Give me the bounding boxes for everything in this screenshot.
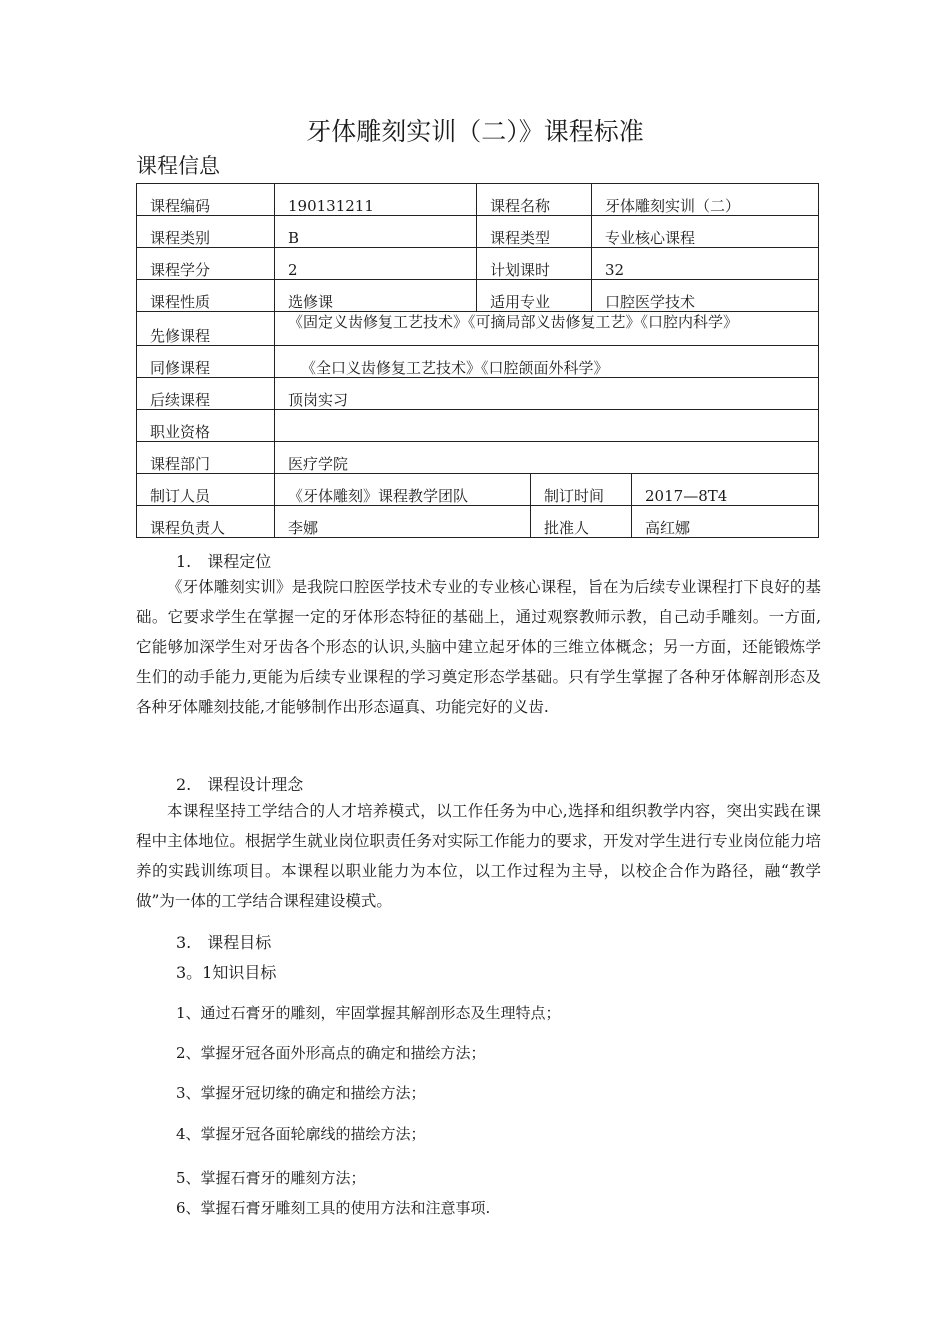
cell-value: 2	[275, 248, 477, 280]
cell-value: 口腔医学技术	[592, 280, 819, 312]
cell-label: 课程学分	[137, 248, 275, 280]
cell-label: 课程名称	[477, 184, 592, 216]
cell-label: 职业资格	[137, 410, 275, 442]
section-1-paragraph: 《牙体雕刻实训》是我院口腔医学技术专业的专业核心课程，旨在为后续专业课程打下良好的基础。它要求学生在掌握一定的牙体形态特征的基础上，通过观察教师示教，自己动手雕刻。一方面,它能够加深学生对牙齿各个形态的认识,头脑中建立起牙体的三维立体概念；另一方面，还能锻炼学生们的动手能力,更能为后续专业课程的学习奠定形态学基础。只有学生掌握了各种牙体解剖形态及各种牙体雕刻技能,才能够制作出形态逼真、功能完好的义齿.	[136, 578, 821, 716]
table-row	[137, 442, 819, 474]
section-2-paragraph: 本课程坚持工学结合的人才培养模式，以工作任务为中心,选择和组织教学内容，突出实践在课程中主体地位。根据学生就业岗位职责任务对实际工作能力的要求，开发对学生进行专业岗位能力培养的实践训练项目。本课程以职业能力为本位，以工作过程为主导，以校企合作为路径，融“教学做”为一体的工学结合课程建设模式。	[136, 802, 821, 910]
cell-label: 先修课程	[137, 312, 275, 346]
section-1-heading: 1. 课程定位	[176, 552, 272, 571]
table-row	[137, 184, 819, 216]
table-row	[137, 312, 819, 346]
section-3-subheading: 3。1知识目标	[176, 963, 277, 982]
cell-value	[275, 410, 819, 442]
cell-label: 课程类别	[137, 216, 275, 248]
course-info-table	[136, 183, 819, 538]
cell-value: 32	[592, 248, 819, 280]
cell-value: 2017—8T4	[632, 474, 819, 506]
table-row	[137, 346, 819, 378]
list-item: 1、通过石膏牙的雕刻，牢固掌握其解剖形态及生理特点；	[176, 1004, 561, 1022]
document-title: 牙体雕刻实训（二）》课程标准	[306, 117, 644, 146]
table-row	[137, 280, 819, 312]
cell-label: 后续课程	[137, 378, 275, 410]
section-2-heading: 2. 课程设计理念	[176, 775, 304, 794]
section-3-heading: 3. 课程目标	[176, 933, 272, 952]
table-row	[137, 248, 819, 280]
table-row	[137, 410, 819, 442]
cell-value: 牙体雕刻实训（二）	[592, 184, 819, 216]
list-item: 5、掌握石膏牙的雕刻方法；	[176, 1169, 366, 1187]
cell-value: 顶岗实习	[275, 378, 819, 410]
list-item: 3、掌握牙冠切缘的确定和描绘方法；	[176, 1084, 426, 1102]
cell-value: 高红娜	[632, 506, 819, 538]
list-item: 2、掌握牙冠各面外形高点的确定和描绘方法；	[176, 1044, 486, 1062]
cell-label: 课程类型	[477, 216, 592, 248]
cell-value: 专业核心课程	[592, 216, 819, 248]
cell-value: B	[275, 216, 477, 248]
table-row	[137, 378, 819, 410]
course-info-heading: 课程信息	[136, 154, 220, 178]
cell-label: 适用专业	[477, 280, 592, 312]
cell-value: 《牙体雕刻》课程教学团队	[275, 474, 531, 506]
list-item: 4、掌握牙冠各面轮廓线的描绘方法；	[176, 1125, 426, 1143]
cell-label: 同修课程	[137, 346, 275, 378]
cell-label: 课程部门	[137, 442, 275, 474]
table-row	[137, 216, 819, 248]
cell-label: 制订时间	[531, 474, 632, 506]
cell-value: 190131211	[275, 184, 477, 216]
cell-label: 课程性质	[137, 280, 275, 312]
cell-value: 李娜	[275, 506, 531, 538]
cell-label: 课程负责人	[137, 506, 275, 538]
cell-value: 选修课	[275, 280, 477, 312]
table-row	[137, 474, 819, 506]
list-item: 6、掌握石膏牙雕刻工具的使用方法和注意事项.	[176, 1199, 491, 1217]
cell-label: 课程编码	[137, 184, 275, 216]
cell-value: 《全口义齿修复工艺技术》《口腔颌面外科学》	[275, 346, 819, 378]
cell-label: 批准人	[531, 506, 632, 538]
cell-label: 制订人员	[137, 474, 275, 506]
table-row	[137, 506, 819, 538]
cell-label: 计划课时	[477, 248, 592, 280]
cell-value: 医疗学院	[275, 442, 819, 474]
cell-value: 《固定义齿修复工艺技术》《可摘局部义齿修复工艺》《口腔内科学》	[275, 312, 819, 346]
